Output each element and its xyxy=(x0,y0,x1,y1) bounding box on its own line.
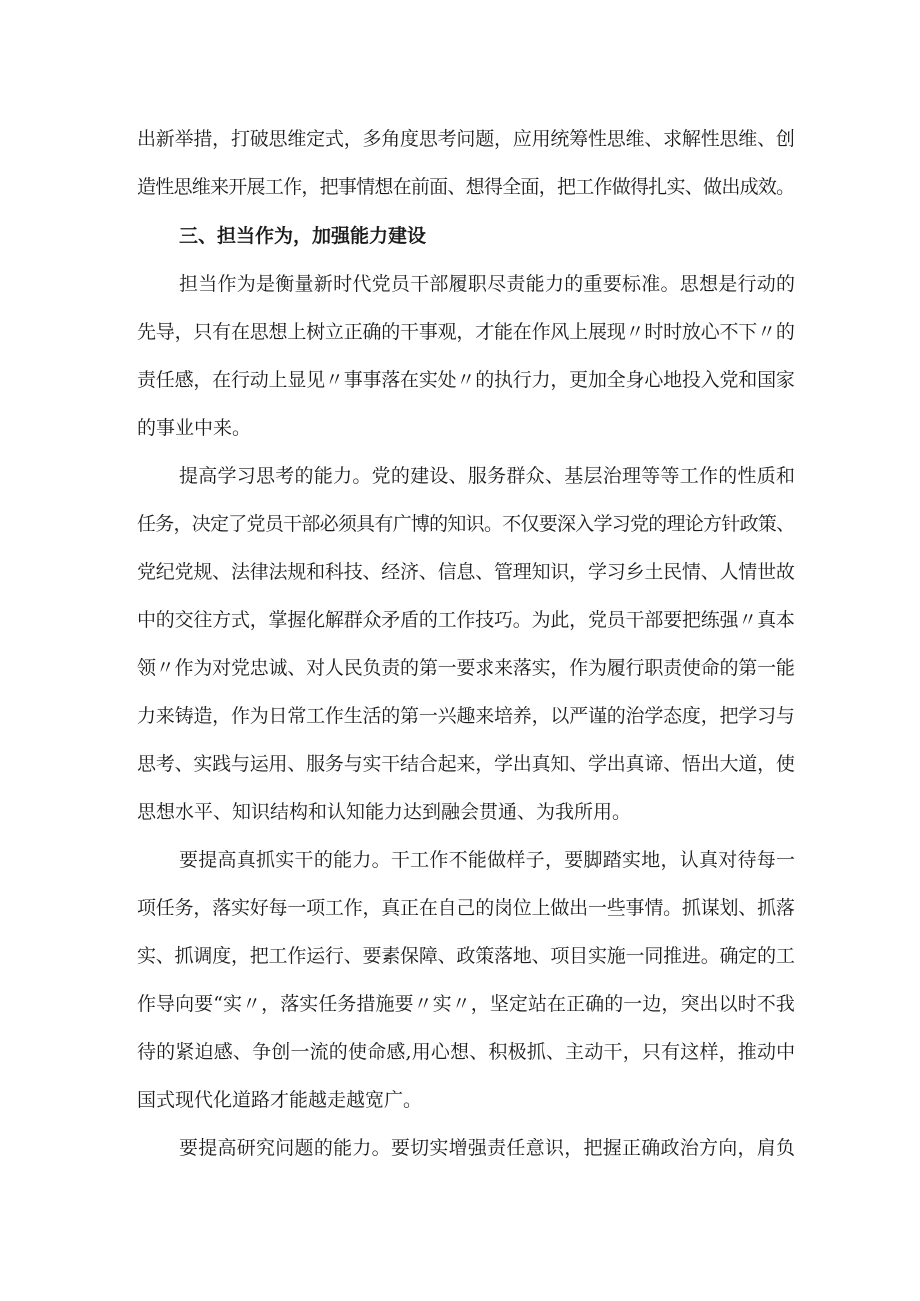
text-line: 项任务，落实好每一项工作，真正在自己的岗位上做出一些事情。抓谋划、抓落 xyxy=(137,897,795,919)
text-line: 待的紧迫感、争创一流的使命感,用心想、积极抓、主动干，只有这样，推动中 xyxy=(137,1041,796,1063)
text-line: 思考、实践与运用、服务与实干结合起来，学出真知、学出真谛、悟出大道，使 xyxy=(137,753,795,775)
text-line: 中的交往方式，掌握化解群众矛盾的工作技巧。为此，党员干部要把练强〃真本 xyxy=(137,609,795,631)
text-line: 思想水平、知识结构和认知能力达到融会贯通、为我所用。 xyxy=(137,801,632,823)
text-line: 实、抓调度，把工作运行、要素保障、政策落地、项目实施一同推进。确定的工 xyxy=(137,945,795,967)
text-line: 国式现代化道路才能越走越宽广。 xyxy=(137,1089,423,1111)
text-line: 造性思维来开展工作，把事情想在前面、想得全面，把工作做得扎实、做出成效。 xyxy=(137,176,795,198)
paragraph-line: 要提高研究问题的能力。要切实增强责任意识，把握正确政治方向，肩负 xyxy=(179,1137,796,1159)
paragraph-line: 担当作为是衡量新时代党员干部履职尽责能力的重要标准。思想是行动的 xyxy=(179,273,796,295)
text-line: 任务，决定了党员干部必须具有广博的知识。不仅要深入学习党的理论方针政策、 xyxy=(137,513,795,535)
paragraph-line: 要提高真抓实干的能力。干工作不能做样子，要脚踏实地，认真对待每一 xyxy=(179,849,796,871)
text-line: 责任感，在行动上显见〃事事落在实处〃的执行力，更加全身心地投入党和国家 xyxy=(137,369,795,391)
text-line: 党纪党规、法律法规和科技、经济、信息、管理知识，学习乡土民情、人情世故 xyxy=(137,561,795,583)
paragraph-line: 提高学习思考的能力。党的建设、服务群众、基层治理等等工作的性质和 xyxy=(179,465,796,487)
text-line: 作导向要“实〃，落实任务措施要〃实〃，坚定站在正确的一边，突出以时不我 xyxy=(137,993,795,1015)
text-line: 的事业中来。 xyxy=(137,417,252,439)
text-line: 力来铸造，作为日常工作生活的第一兴趣来培养，以严谨的治学态度，把学习与 xyxy=(137,705,795,727)
text-line: 先导，只有在思想上树立正确的干事观，才能在作风上展现〃时时放心不下〃的 xyxy=(137,321,795,343)
text-line: 领〃作为对党忠诚、对人民负责的第一要求来落实，作为履行职责使命的第一能 xyxy=(137,657,795,679)
text-line: 出新举措，打破思维定式，多角度思考问题，应用统筹性思维、求解性思维、创 xyxy=(137,128,795,150)
section-heading: 三、担当作为，加强能力建设 xyxy=(179,225,427,247)
